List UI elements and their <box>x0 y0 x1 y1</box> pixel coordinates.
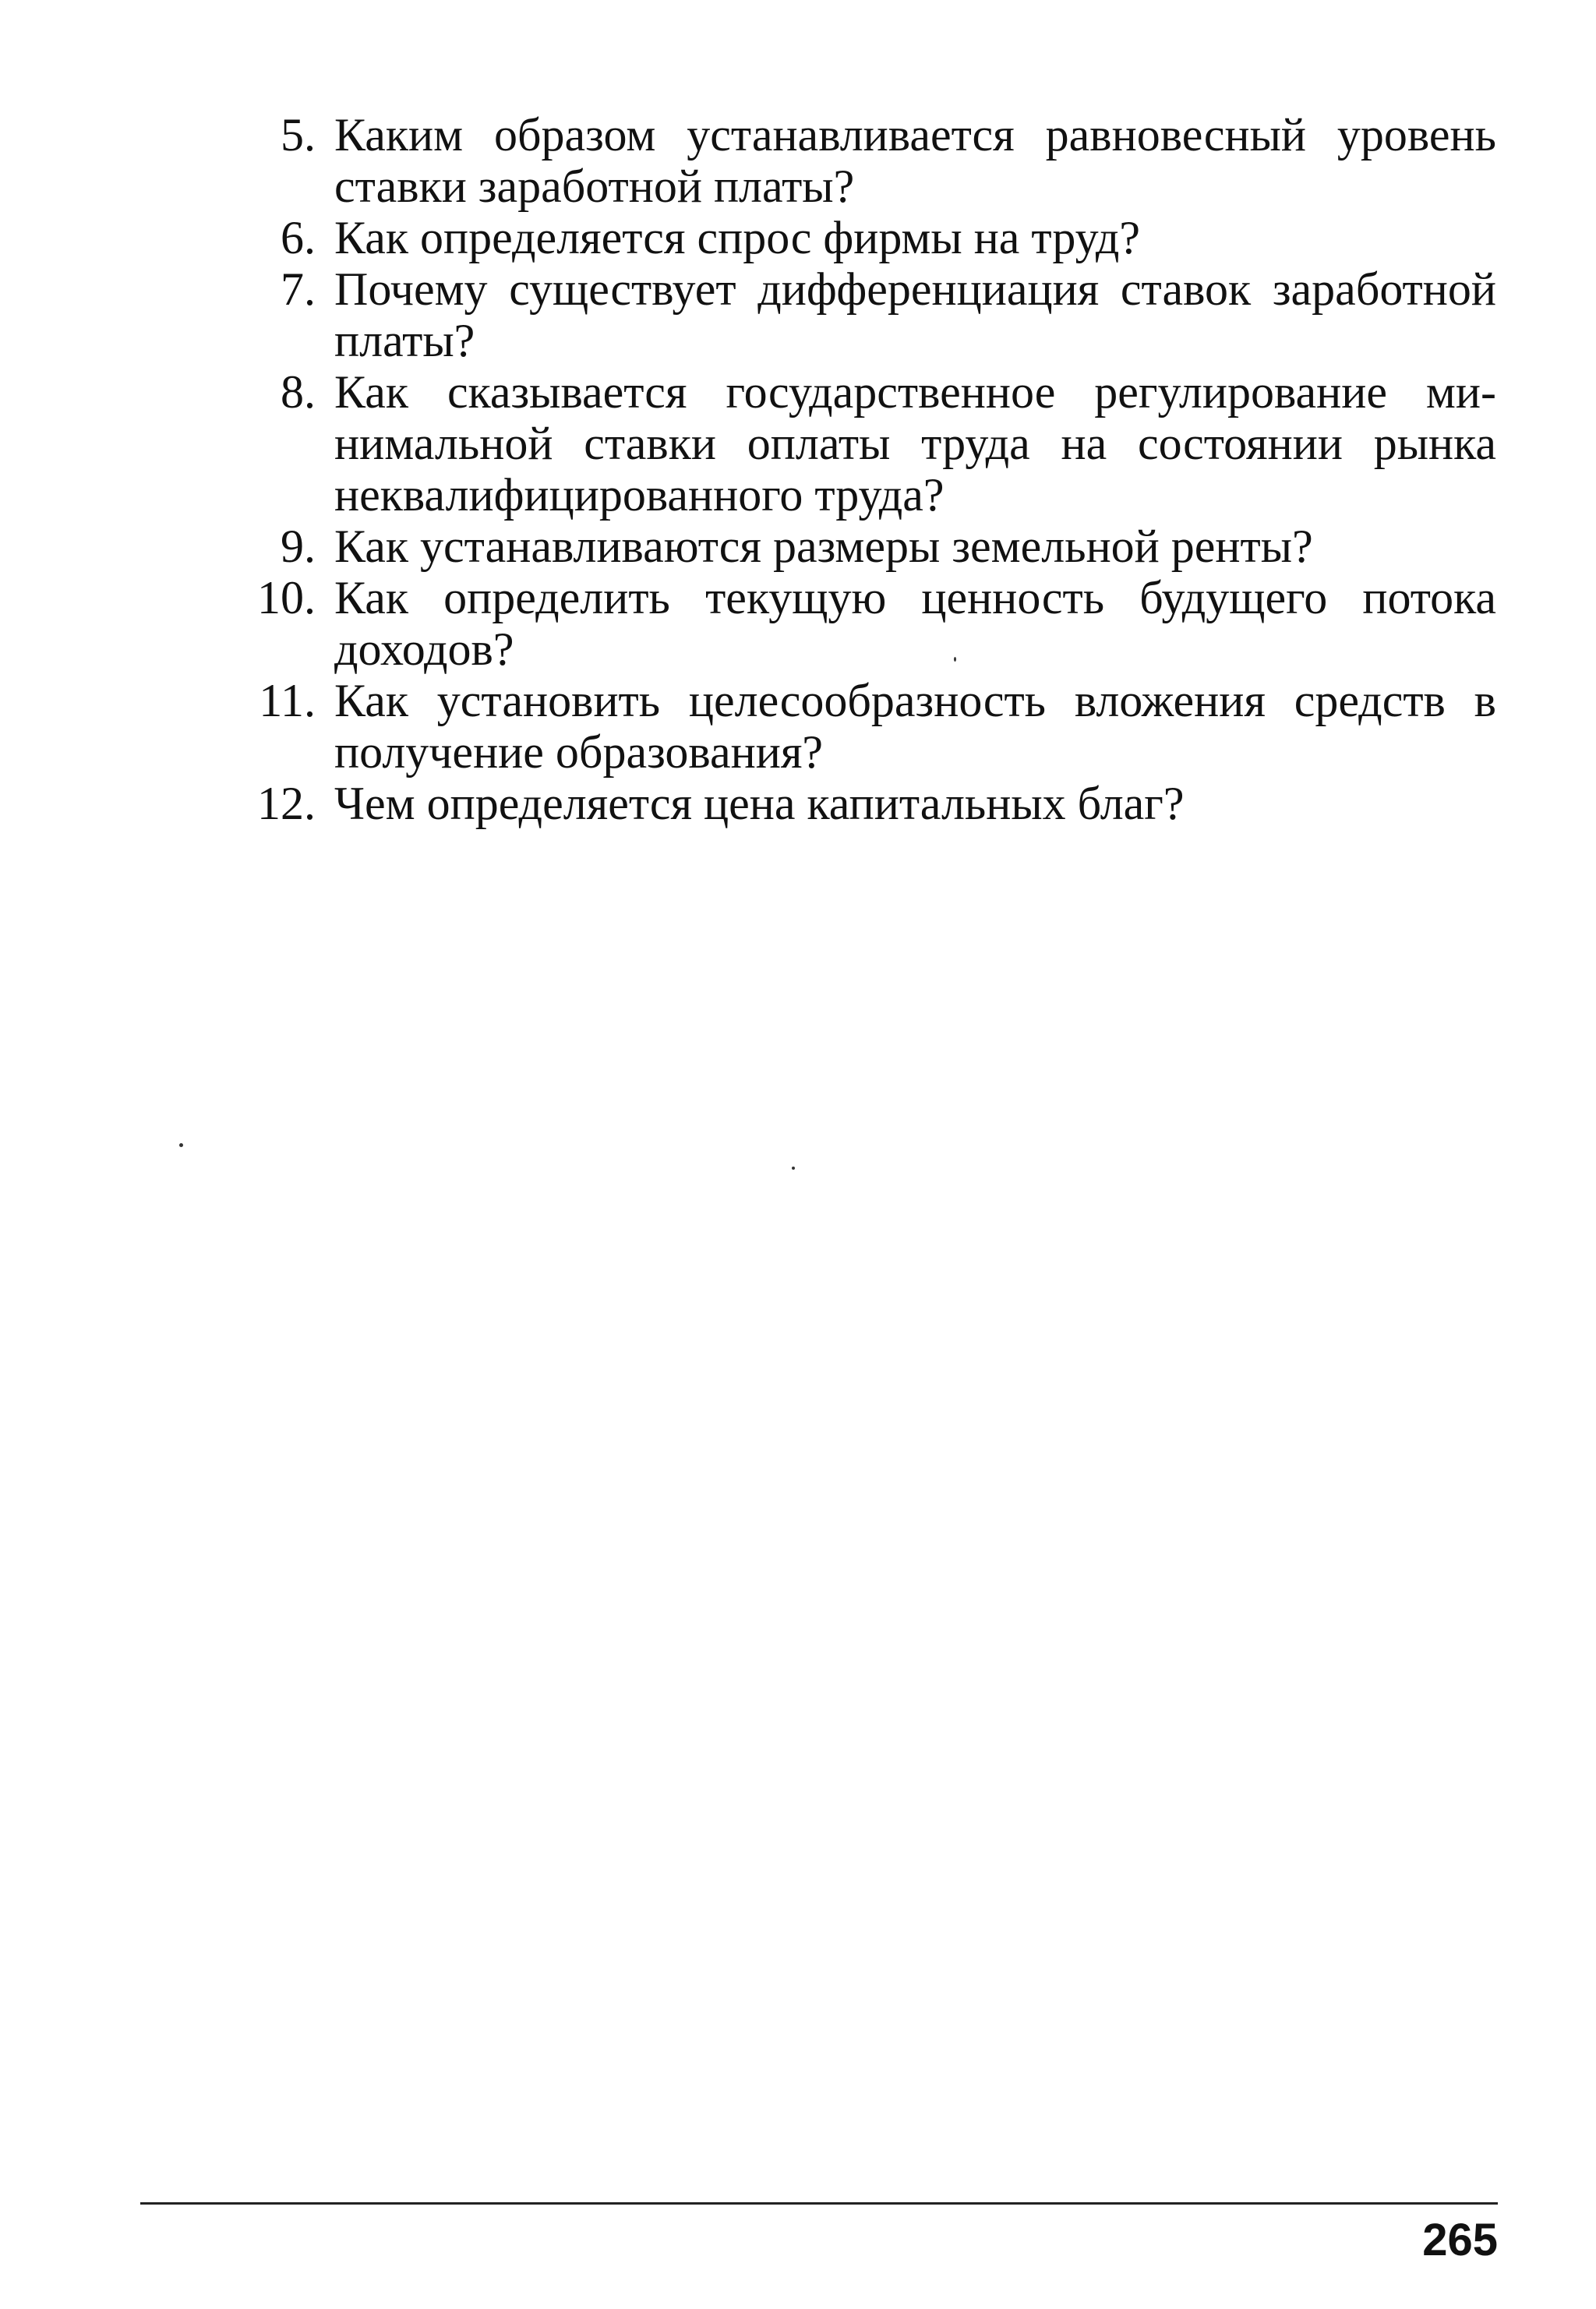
question-number: 12. <box>257 778 316 829</box>
footer-divider <box>140 2202 1498 2205</box>
question-item <box>210 675 1496 778</box>
question-item <box>210 366 1496 521</box>
question-text: Как устанавливаются размеры земельной ренты? <box>334 521 1313 572</box>
question-text: Как определить текущую ценность будущего потока доходов? <box>334 572 1496 675</box>
question-number: 9. <box>281 521 316 572</box>
question-item <box>210 521 1496 572</box>
question-text: Чем определяется цена капитальных благ? <box>334 778 1185 829</box>
question-item <box>210 572 1496 675</box>
question-text: Как определяется спрос фирмы на труд? <box>334 212 1140 263</box>
question-item <box>210 212 1496 263</box>
question-item <box>210 109 1496 212</box>
question-item <box>210 778 1496 829</box>
question-number: 7. <box>281 263 316 315</box>
question-number: 10. <box>257 572 316 623</box>
question-number: 6. <box>281 212 316 263</box>
question-text: Как сказывается государственное регулирование минимальной ставки оплаты труда на состоянии рынка неквалифицированного труда? <box>334 366 1496 521</box>
scan-speck <box>954 657 956 662</box>
question-number: 8. <box>281 366 316 418</box>
page-number: 265 <box>1422 2215 1498 2265</box>
question-text: Почему существует дифференциация ставок заработной платы? <box>334 263 1496 366</box>
scan-speck <box>179 1143 183 1147</box>
question-number: 5. <box>281 109 316 161</box>
question-text: Каким образом устанавливается равновесный уровень ставки заработной платы? <box>334 109 1496 212</box>
scan-speck <box>792 1167 795 1170</box>
question-item <box>210 263 1496 366</box>
question-list <box>210 109 1496 829</box>
question-text: Как установить целесообразность вложения средств в получение образования? <box>334 675 1496 778</box>
question-number: 11. <box>259 675 316 726</box>
